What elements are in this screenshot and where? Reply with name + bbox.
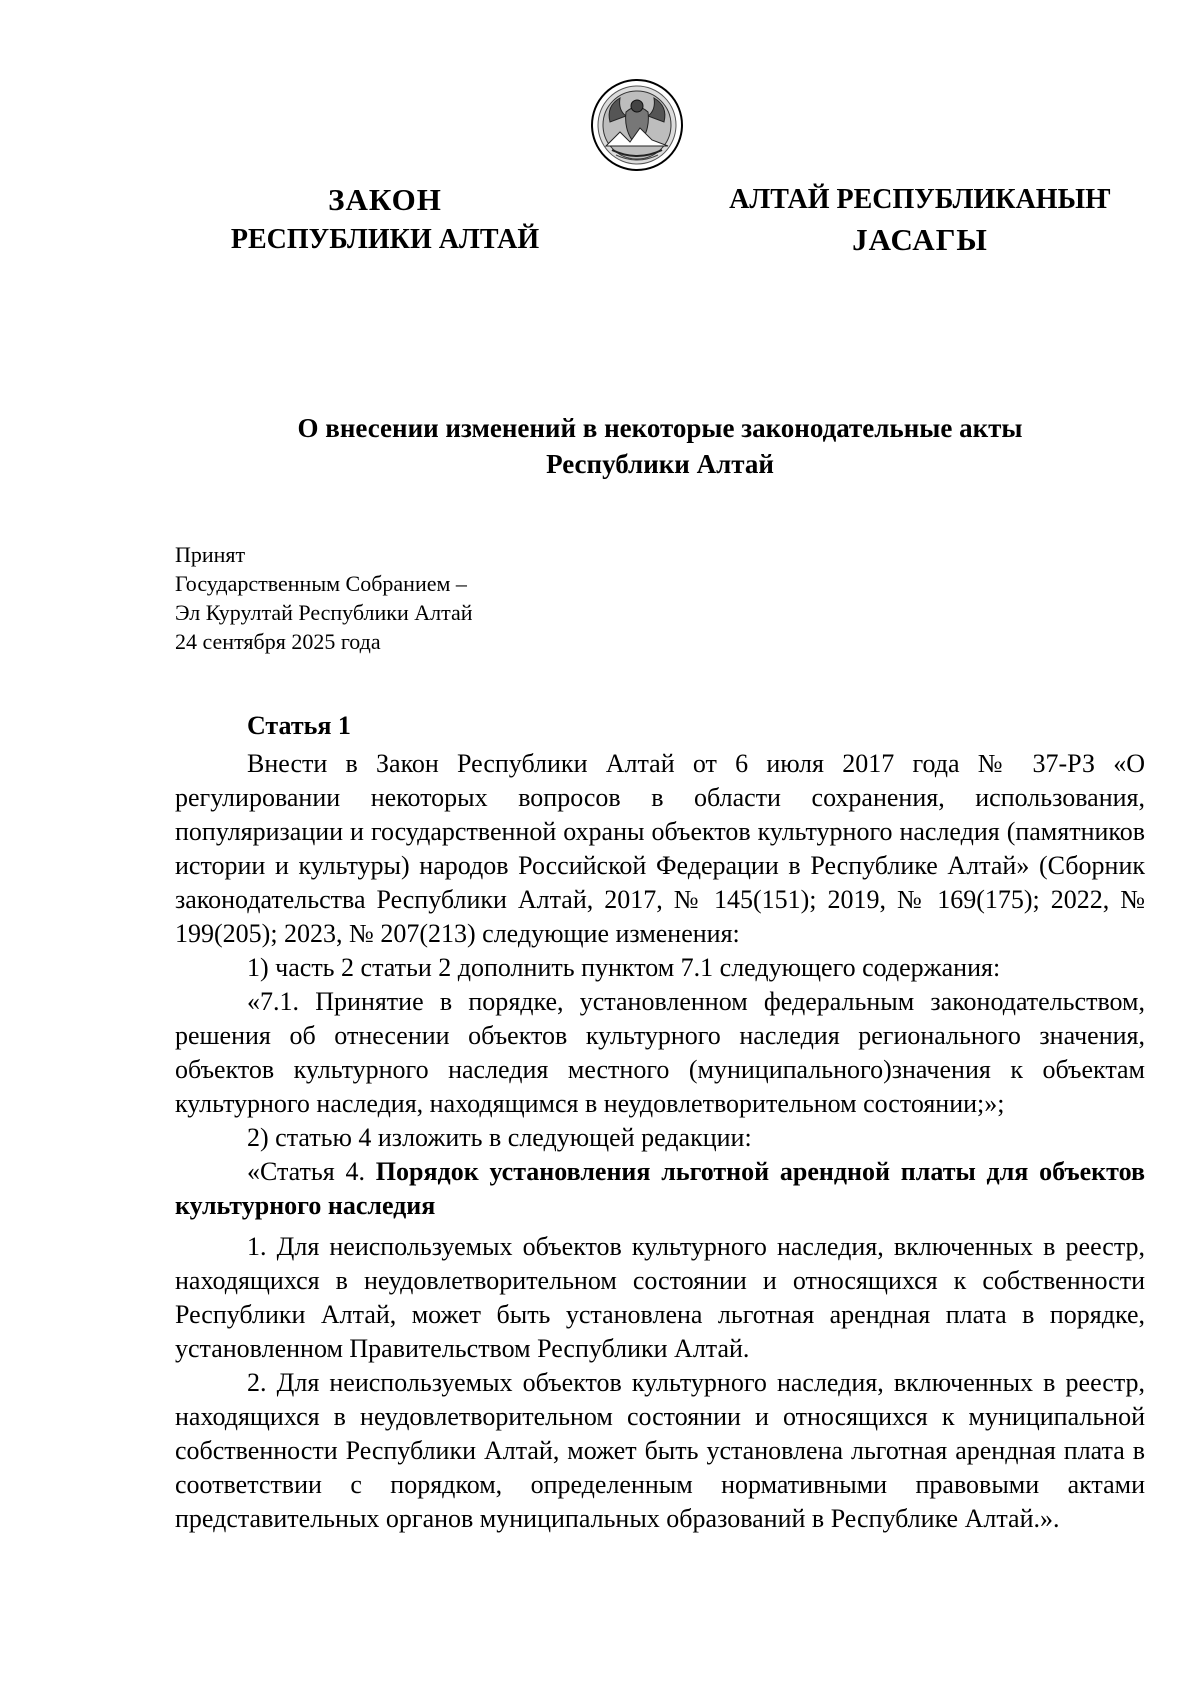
header-left-republic: РЕСПУБЛИКИ АЛТАЙ [230,224,540,255]
adoption-date: 24 сентября 2025 года [175,629,381,654]
header-right-law: ЈАСАГЫ [852,222,988,257]
adoption-line-1: Принят [175,542,246,567]
adoption-block [175,540,473,656]
coat-of-arms-emblem [590,78,684,172]
adoption-line-2: Государственным Собранием – [175,571,467,596]
document-title [170,410,1150,482]
header-left [210,180,560,260]
article-4-title: Порядок установления льготной арендной платы для объектов культурного наследия [175,1157,1145,1220]
title-line-2: Республики Алтай [546,449,774,479]
article-4-heading [175,1155,1145,1223]
item-1-text: «7.1. Принятие в порядке, установленном федеральным законодательством, решения об отнесении объектов культурного наследия регионального значения, объектов культурного наследия местного (муниципального)значения к объектам культурного наследия, находящимся в неудовлетворительном состоянии;»; [175,987,1145,1118]
item-1: 1) часть 2 статьи 2 дополнить пунктом 7.1 следующего содержания: [247,953,1001,982]
header-left-law: ЗАКОН [328,182,442,217]
article-4-para-1: 1. Для неиспользуемых объектов культурного наследия, включенных в реестр, находящихся в неудовлетворительном состоянии и относящихся к собственности Республики Алтай, может быть установлена льготная арендная плата в порядке, установленном Правительством Республики Алтай. [175,1232,1145,1363]
adoption-line-3: Эл Курултай Республики Алтай [175,600,473,625]
header-right [720,180,1120,260]
article-1-intro: Внести в Закон Республики Алтай от 6 июля 2017 года № 37-РЗ «О регулировании некоторых вопросов в области сохранения, использования, популяризации и государственной охраны объектов культурного наследия (памятников истории и культуры) народов Российской Федерации в Республике Алтай» (Сборник законодательства Республики Алтай, 2017, № 145(151); 2019, № 169(175); 2022, № 199(205); 2023, № 207(213) следующие изменения: [175,749,1145,948]
item-2: 2) статью 4 изложить в следующей редакции: [247,1123,752,1152]
article-4-para-2: 2. Для неиспользуемых объектов культурного наследия, включенных в реестр, находящихся в неудовлетворительном состоянии и относящихся к муниципальной собственности Республики Алтай, может быть установлена льготная арендная плата в соответствии с порядком, определенным нормативными правовыми актами представительных органов муниципальных образований в Республике Алтай.». [175,1368,1145,1533]
article-1-heading: Статья 1 [247,711,351,740]
document-body [175,709,1145,1536]
title-line-1: О внесении изменений в некоторые законодательные акты [297,413,1023,443]
header-right-republic: АЛТАЙ РЕСПУБЛИКАНЫҤ [729,184,1111,215]
article-4-prefix: «Статья 4. [247,1157,376,1186]
